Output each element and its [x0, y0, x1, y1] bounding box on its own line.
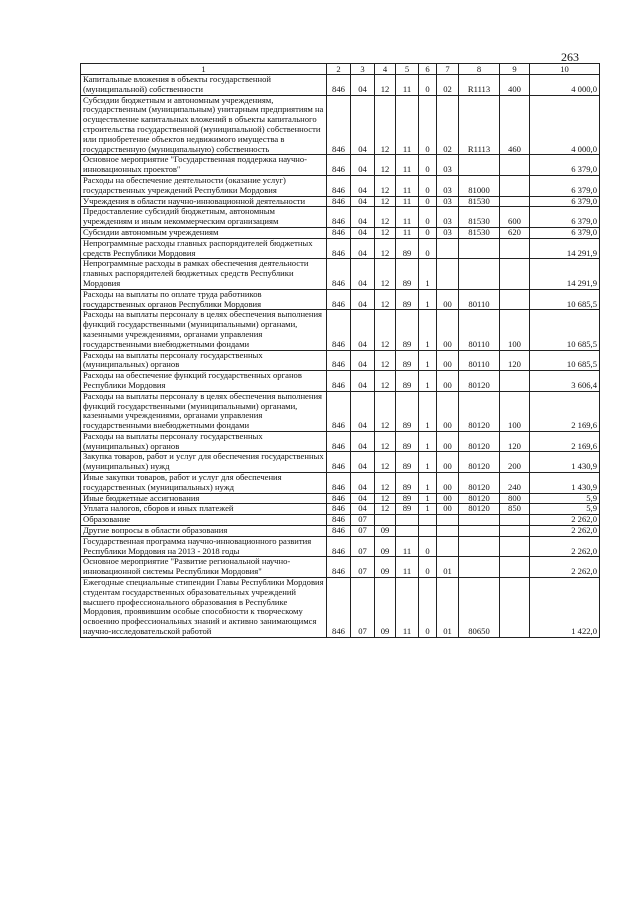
row-measure: 00	[437, 493, 459, 504]
row-gov-code: 846	[327, 155, 351, 176]
row-gov-code: 846	[327, 452, 351, 473]
row-subprogram: 1	[419, 350, 437, 371]
row-direction	[459, 259, 500, 289]
row-name: Основное мероприятие "Развитие региональной научно-инновационной системы Республики Мордовия"	[81, 557, 327, 578]
row-gov-code: 846	[327, 515, 351, 526]
row-direction: 80110	[459, 350, 500, 371]
row-subsection: 12	[375, 350, 396, 371]
row-gov-code: 846	[327, 175, 351, 196]
row-gov-code: 846	[327, 196, 351, 207]
row-measure: 03	[437, 227, 459, 238]
row-direction: 81000	[459, 175, 500, 196]
row-name: Непрограммные расходы главных распорядителей бюджетных средств Республики Мордовия	[81, 238, 327, 259]
row-subsection: 12	[375, 371, 396, 392]
row-section: 07	[351, 578, 375, 638]
row-gov-code: 846	[327, 536, 351, 557]
row-amount: 10 685,5	[530, 289, 600, 310]
row-program	[396, 526, 419, 537]
row-program: 89	[396, 452, 419, 473]
row-subsection: 09	[375, 557, 396, 578]
row-program: 89	[396, 493, 419, 504]
row-measure: 00	[437, 504, 459, 515]
row-gov-code: 846	[327, 238, 351, 259]
row-program: 89	[396, 310, 419, 350]
row-expense-type	[500, 289, 530, 310]
row-program: 89	[396, 350, 419, 371]
row-subsection: 12	[375, 238, 396, 259]
table-row	[81, 371, 600, 392]
row-section: 04	[351, 431, 375, 452]
table-row	[81, 504, 600, 515]
row-direction: R1113	[459, 95, 500, 155]
row-section: 04	[351, 452, 375, 473]
row-name: Учреждения в области научно-инновационной деятельности	[81, 196, 327, 207]
row-direction	[459, 557, 500, 578]
table-row	[81, 310, 600, 350]
row-measure: 00	[437, 473, 459, 494]
row-gov-code: 846	[327, 504, 351, 515]
row-amount: 2 262,0	[530, 515, 600, 526]
row-program: 11	[396, 196, 419, 207]
row-measure: 00	[437, 452, 459, 473]
row-subprogram: 0	[419, 196, 437, 207]
row-gov-code: 846	[327, 371, 351, 392]
row-subprogram: 1	[419, 431, 437, 452]
row-subprogram: 0	[419, 155, 437, 176]
table-row	[81, 515, 600, 526]
row-direction	[459, 515, 500, 526]
row-amount: 4 000,0	[530, 95, 600, 155]
row-expense-type: 850	[500, 504, 530, 515]
table-row	[81, 536, 600, 557]
row-section: 04	[351, 227, 375, 238]
header-cell: 7	[437, 64, 459, 75]
table-row	[81, 175, 600, 196]
row-direction: 80120	[459, 493, 500, 504]
row-amount: 2 262,0	[530, 536, 600, 557]
row-direction: R1113	[459, 75, 500, 96]
table-row	[81, 350, 600, 371]
row-section: 04	[351, 350, 375, 371]
row-name: Образование	[81, 515, 327, 526]
table-row	[81, 289, 600, 310]
row-subprogram: 0	[419, 578, 437, 638]
row-amount: 1 422,0	[530, 578, 600, 638]
row-subsection: 12	[375, 207, 396, 228]
row-measure: 00	[437, 391, 459, 431]
table-row	[81, 557, 600, 578]
row-program: 89	[396, 371, 419, 392]
table-row	[81, 95, 600, 155]
row-amount: 14 291,9	[530, 238, 600, 259]
row-expense-type: 240	[500, 473, 530, 494]
row-program: 11	[396, 155, 419, 176]
row-gov-code: 846	[327, 493, 351, 504]
row-gov-code: 846	[327, 526, 351, 537]
table-row	[81, 452, 600, 473]
row-section: 04	[351, 75, 375, 96]
row-gov-code: 846	[327, 259, 351, 289]
row-expense-type: 460	[500, 95, 530, 155]
row-subprogram: 0	[419, 227, 437, 238]
row-amount: 1 430,9	[530, 473, 600, 494]
row-measure: 01	[437, 557, 459, 578]
row-measure: 00	[437, 350, 459, 371]
row-direction: 80110	[459, 310, 500, 350]
row-expense-type: 100	[500, 310, 530, 350]
header-cell: 8	[459, 64, 500, 75]
table-row	[81, 196, 600, 207]
row-section: 04	[351, 289, 375, 310]
header-row	[81, 64, 600, 75]
row-section: 04	[351, 207, 375, 228]
row-direction: 81530	[459, 207, 500, 228]
row-program: 89	[396, 504, 419, 515]
row-amount: 10 685,5	[530, 350, 600, 371]
row-section: 04	[351, 196, 375, 207]
table-row	[81, 207, 600, 228]
row-program: 89	[396, 391, 419, 431]
header-cell: 2	[327, 64, 351, 75]
row-section: 04	[351, 238, 375, 259]
row-expense-type	[500, 515, 530, 526]
row-expense-type: 120	[500, 350, 530, 371]
table-row	[81, 155, 600, 176]
row-direction: 81530	[459, 196, 500, 207]
row-gov-code: 846	[327, 473, 351, 494]
row-name: Иные закупки товаров, работ и услуг для обеспечения государственных (муниципальных) нужд	[81, 473, 327, 494]
row-gov-code: 846	[327, 227, 351, 238]
row-gov-code: 846	[327, 350, 351, 371]
row-subsection: 12	[375, 227, 396, 238]
row-name: Другие вопросы в области образования	[81, 526, 327, 537]
row-section: 04	[351, 175, 375, 196]
row-section: 04	[351, 259, 375, 289]
row-gov-code: 846	[327, 391, 351, 431]
header-cell: 5	[396, 64, 419, 75]
row-measure: 00	[437, 310, 459, 350]
row-program	[396, 515, 419, 526]
row-subprogram: 1	[419, 289, 437, 310]
row-amount: 1 430,9	[530, 452, 600, 473]
row-subprogram: 0	[419, 536, 437, 557]
row-subsection: 12	[375, 155, 396, 176]
row-subsection: 12	[375, 75, 396, 96]
row-expense-type: 600	[500, 207, 530, 228]
row-amount: 2 262,0	[530, 557, 600, 578]
row-subprogram	[419, 526, 437, 537]
row-measure: 03	[437, 155, 459, 176]
header-cell: 1	[81, 64, 327, 75]
table-row	[81, 431, 600, 452]
row-expense-type	[500, 175, 530, 196]
row-program: 11	[396, 227, 419, 238]
row-amount: 10 685,5	[530, 310, 600, 350]
row-measure: 02	[437, 75, 459, 96]
row-name: Расходы на выплаты по оплате труда работников государственных органов Республики Мордовия	[81, 289, 327, 310]
table-row	[81, 473, 600, 494]
row-program: 11	[396, 536, 419, 557]
row-program: 89	[396, 259, 419, 289]
row-subprogram: 1	[419, 391, 437, 431]
row-measure: 00	[437, 371, 459, 392]
row-name: Закупка товаров, работ и услуг для обеспечения государственных (муниципальных) нужд	[81, 452, 327, 473]
row-subsection: 12	[375, 493, 396, 504]
row-section: 04	[351, 310, 375, 350]
row-expense-type	[500, 238, 530, 259]
row-amount: 14 291,9	[530, 259, 600, 289]
row-subprogram	[419, 515, 437, 526]
row-subprogram: 1	[419, 371, 437, 392]
row-subprogram: 1	[419, 310, 437, 350]
row-program: 89	[396, 238, 419, 259]
row-amount: 3 606,4	[530, 371, 600, 392]
row-gov-code: 846	[327, 557, 351, 578]
row-subprogram: 1	[419, 493, 437, 504]
row-section: 04	[351, 504, 375, 515]
row-direction: 80120	[459, 431, 500, 452]
row-subprogram: 1	[419, 473, 437, 494]
row-section: 04	[351, 391, 375, 431]
row-subsection: 12	[375, 431, 396, 452]
row-measure: 03	[437, 175, 459, 196]
row-direction	[459, 155, 500, 176]
row-program: 11	[396, 95, 419, 155]
table-row	[81, 238, 600, 259]
row-subsection: 12	[375, 504, 396, 515]
row-expense-type	[500, 578, 530, 638]
row-expense-type: 120	[500, 431, 530, 452]
row-measure	[437, 515, 459, 526]
row-direction	[459, 526, 500, 537]
row-measure	[437, 536, 459, 557]
table-row	[81, 227, 600, 238]
header-cell: 3	[351, 64, 375, 75]
row-expense-type	[500, 155, 530, 176]
row-subprogram: 0	[419, 75, 437, 96]
row-section: 07	[351, 536, 375, 557]
row-program: 89	[396, 473, 419, 494]
header-cell: 6	[419, 64, 437, 75]
row-section: 04	[351, 95, 375, 155]
row-measure: 00	[437, 431, 459, 452]
row-amount: 6 379,0	[530, 196, 600, 207]
row-program: 11	[396, 75, 419, 96]
table-row	[81, 578, 600, 638]
row-name: Основное мероприятие "Государственная поддержка научно-инновационных проектов"	[81, 155, 327, 176]
row-measure: 01	[437, 578, 459, 638]
row-expense-type: 800	[500, 493, 530, 504]
row-direction: 80120	[459, 371, 500, 392]
row-name: Субсидии бюджетным и автономным учреждениям, государственным (муниципальным) унитарным предприятиям на осуществление капитальных вложений в объекты капитального строительства государственной (муниципальной) собственности или приобретение объектов недвижимого имущества в государственную (муниципальную) собственность	[81, 95, 327, 155]
header-cell: 10	[530, 64, 600, 75]
row-subsection: 09	[375, 526, 396, 537]
row-subsection: 12	[375, 391, 396, 431]
row-subsection: 12	[375, 289, 396, 310]
row-direction	[459, 536, 500, 557]
row-measure	[437, 259, 459, 289]
row-direction: 80120	[459, 473, 500, 494]
row-name: Ежегодные специальные стипендии Главы Республики Мордовия студентам государственных образовательных учреждений высшего профессионального образования в Республике Мордовия, проявившим особые способности к творческому освоению профессиональных знаний и активно занимающимся научно-исследовательской работой	[81, 578, 327, 638]
row-expense-type	[500, 196, 530, 207]
row-program: 89	[396, 431, 419, 452]
row-amount: 6 379,0	[530, 175, 600, 196]
row-program: 11	[396, 578, 419, 638]
row-gov-code: 846	[327, 578, 351, 638]
row-gov-code: 846	[327, 431, 351, 452]
row-gov-code: 846	[327, 289, 351, 310]
row-subsection: 12	[375, 95, 396, 155]
header-cell: 4	[375, 64, 396, 75]
row-measure	[437, 526, 459, 537]
row-gov-code: 846	[327, 75, 351, 96]
row-name: Расходы на выплаты персоналу государственных (муниципальных) органов	[81, 350, 327, 371]
row-measure: 03	[437, 196, 459, 207]
row-gov-code: 846	[327, 310, 351, 350]
row-subsection: 12	[375, 259, 396, 289]
row-section: 04	[351, 155, 375, 176]
row-direction: 80120	[459, 452, 500, 473]
row-section: 07	[351, 526, 375, 537]
row-gov-code: 846	[327, 95, 351, 155]
row-measure: 00	[437, 289, 459, 310]
row-expense-type	[500, 526, 530, 537]
row-name: Непрограммные расходы в рамках обеспечения деятельности главных распорядителей бюджетных средств Республики Мордовия	[81, 259, 327, 289]
table-row	[81, 493, 600, 504]
row-amount: 6 379,0	[530, 207, 600, 228]
row-subprogram: 0	[419, 95, 437, 155]
row-section: 04	[351, 493, 375, 504]
row-subprogram: 0	[419, 557, 437, 578]
row-amount: 2 262,0	[530, 526, 600, 537]
row-expense-type	[500, 557, 530, 578]
row-subprogram: 1	[419, 504, 437, 515]
row-section: 07	[351, 557, 375, 578]
row-name: Расходы на выплаты персоналу в целях обеспечения выполнения функций государственными (муниципальными) органами, казенными учреждениями, органами управления государственными внебюджетными фондами	[81, 310, 327, 350]
row-name: Расходы на обеспечение деятельности (оказание услуг) государственных учреждений Республики Мордовия	[81, 175, 327, 196]
row-direction: 80650	[459, 578, 500, 638]
row-name: Уплата налогов, сборов и иных платежей	[81, 504, 327, 515]
row-expense-type	[500, 371, 530, 392]
row-expense-type: 400	[500, 75, 530, 96]
row-amount: 6 379,0	[530, 155, 600, 176]
row-section: 07	[351, 515, 375, 526]
row-amount: 4 000,0	[530, 75, 600, 96]
row-subsection: 12	[375, 196, 396, 207]
row-amount: 5,9	[530, 504, 600, 515]
row-direction: 80120	[459, 391, 500, 431]
row-subprogram: 0	[419, 207, 437, 228]
row-section: 04	[351, 371, 375, 392]
row-name: Расходы на выплаты персоналу в целях обеспечения выполнения функций государственными (муниципальными) органами, казенными учреждениями, органами управления государственными внебюджетными фондами	[81, 391, 327, 431]
budget-table	[80, 63, 600, 638]
row-section: 04	[351, 473, 375, 494]
row-name: Расходы на выплаты персоналу государственных (муниципальных) органов	[81, 431, 327, 452]
row-name: Расходы на обеспечение функций государственных органов Республики Мордовия	[81, 371, 327, 392]
row-program: 11	[396, 557, 419, 578]
row-measure	[437, 238, 459, 259]
row-measure: 03	[437, 207, 459, 228]
row-amount: 5,9	[530, 493, 600, 504]
row-amount: 6 379,0	[530, 227, 600, 238]
row-subsection	[375, 515, 396, 526]
row-program: 11	[396, 207, 419, 228]
row-expense-type: 200	[500, 452, 530, 473]
row-direction	[459, 238, 500, 259]
row-subsection: 12	[375, 473, 396, 494]
row-name: Субсидии автономным учреждениям	[81, 227, 327, 238]
row-name: Предоставление субсидий бюджетным, автономным учреждениям и иным некоммерческим организациям	[81, 207, 327, 228]
row-gov-code: 846	[327, 207, 351, 228]
row-program: 89	[396, 289, 419, 310]
row-program: 11	[396, 175, 419, 196]
row-subprogram: 0	[419, 175, 437, 196]
header-cell: 9	[500, 64, 530, 75]
row-expense-type: 620	[500, 227, 530, 238]
row-amount: 2 169,6	[530, 391, 600, 431]
row-direction: 80110	[459, 289, 500, 310]
row-expense-type: 100	[500, 391, 530, 431]
row-name: Государственная программа научно-инновационного развития Республики Мордовия на 2013 - 2018 годы	[81, 536, 327, 557]
row-subprogram: 1	[419, 259, 437, 289]
row-name: Капитальные вложения в объекты государственной (муниципальной) собственности	[81, 75, 327, 96]
row-expense-type	[500, 259, 530, 289]
row-amount: 2 169,6	[530, 431, 600, 452]
row-subsection: 12	[375, 452, 396, 473]
row-subsection: 12	[375, 175, 396, 196]
row-expense-type	[500, 536, 530, 557]
table-row	[81, 391, 600, 431]
row-subsection: 09	[375, 536, 396, 557]
row-name: Иные бюджетные ассигнования	[81, 493, 327, 504]
table-row	[81, 75, 600, 96]
row-subprogram: 1	[419, 452, 437, 473]
row-direction: 81530	[459, 227, 500, 238]
table-row	[81, 259, 600, 289]
row-direction: 80120	[459, 504, 500, 515]
row-subsection: 09	[375, 578, 396, 638]
table-row	[81, 526, 600, 537]
row-subsection: 12	[375, 310, 396, 350]
page-number: 263	[561, 50, 579, 64]
row-measure: 02	[437, 95, 459, 155]
row-subprogram: 0	[419, 238, 437, 259]
